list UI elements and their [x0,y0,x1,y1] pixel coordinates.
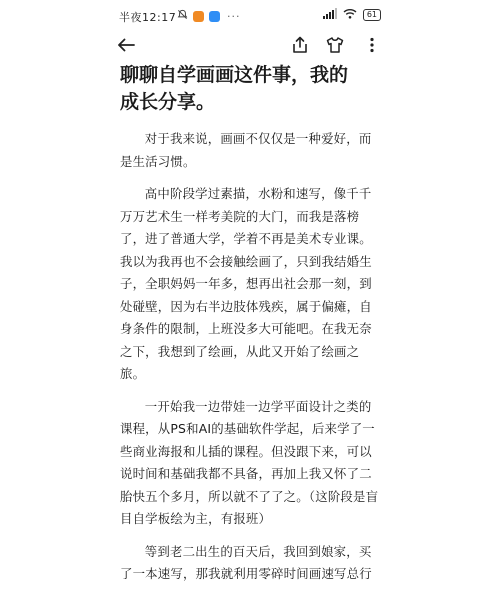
more-vertical-icon[interactable] [361,34,383,56]
article-title [120,62,382,116]
signal-icon [323,8,337,22]
title-line-2: 成长分享。 [120,91,216,113]
notification-icons [177,9,241,23]
wifi-icon [343,8,357,22]
back-arrow-icon[interactable] [115,34,137,56]
battery-icon: 61 [363,9,381,21]
status-time: 半夜12:17 [119,11,177,24]
paragraph: 高中阶段学过素描，水粉和速写，像千千万万艺术生一样考美院的大门，而我是落榜了，进了普通大学，学着不再是美术专业课。我以为我再也不会接触绘画了，只到我结婚生子，全职妈妈一年多，想再出社会那一刻，到处碰壁，因为右半边肢体残疾，属于偏瘫，自身条件的限制，上班没多大可能吧。在我无奈之下，我想到了绘画，从此又开始了绘画之旅。 [120,186,372,381]
share-icon[interactable] [289,34,311,56]
article-body [120,128,382,596]
top-toolbar [103,30,395,60]
status-right [323,8,381,22]
more-notifications-dots: ··· [227,9,241,23]
paragraph: 一开始我一边带娃一边学平面设计之类的课程，从PS和AI的基础软件学起，后来学了一些商业海报和儿插的课程。但没跟下来，可以说时间和基础我都不具备，再加上我又怀了二胎快五个多月，所以就不了了之。（这阶段是盲目自学板绘为主，有报班） [120,398,379,526]
paragraph: 对于我来说，画画不仅仅是一种爱好，而是生活习惯。 [120,131,372,169]
status-bar [103,0,395,30]
app-icon-blue [209,11,220,22]
mute-bell-icon [177,9,188,23]
phone-screen [103,0,395,581]
paragraph: 等到老二出生的百天后，我回到娘家，买了一本速写，那我就利用零碎时间画速写总行 [120,543,372,581]
app-icon-orange [193,11,204,22]
title-line-1: 聊聊自学画画这件事，我的 [120,64,349,86]
tshirt-icon[interactable] [324,34,346,56]
